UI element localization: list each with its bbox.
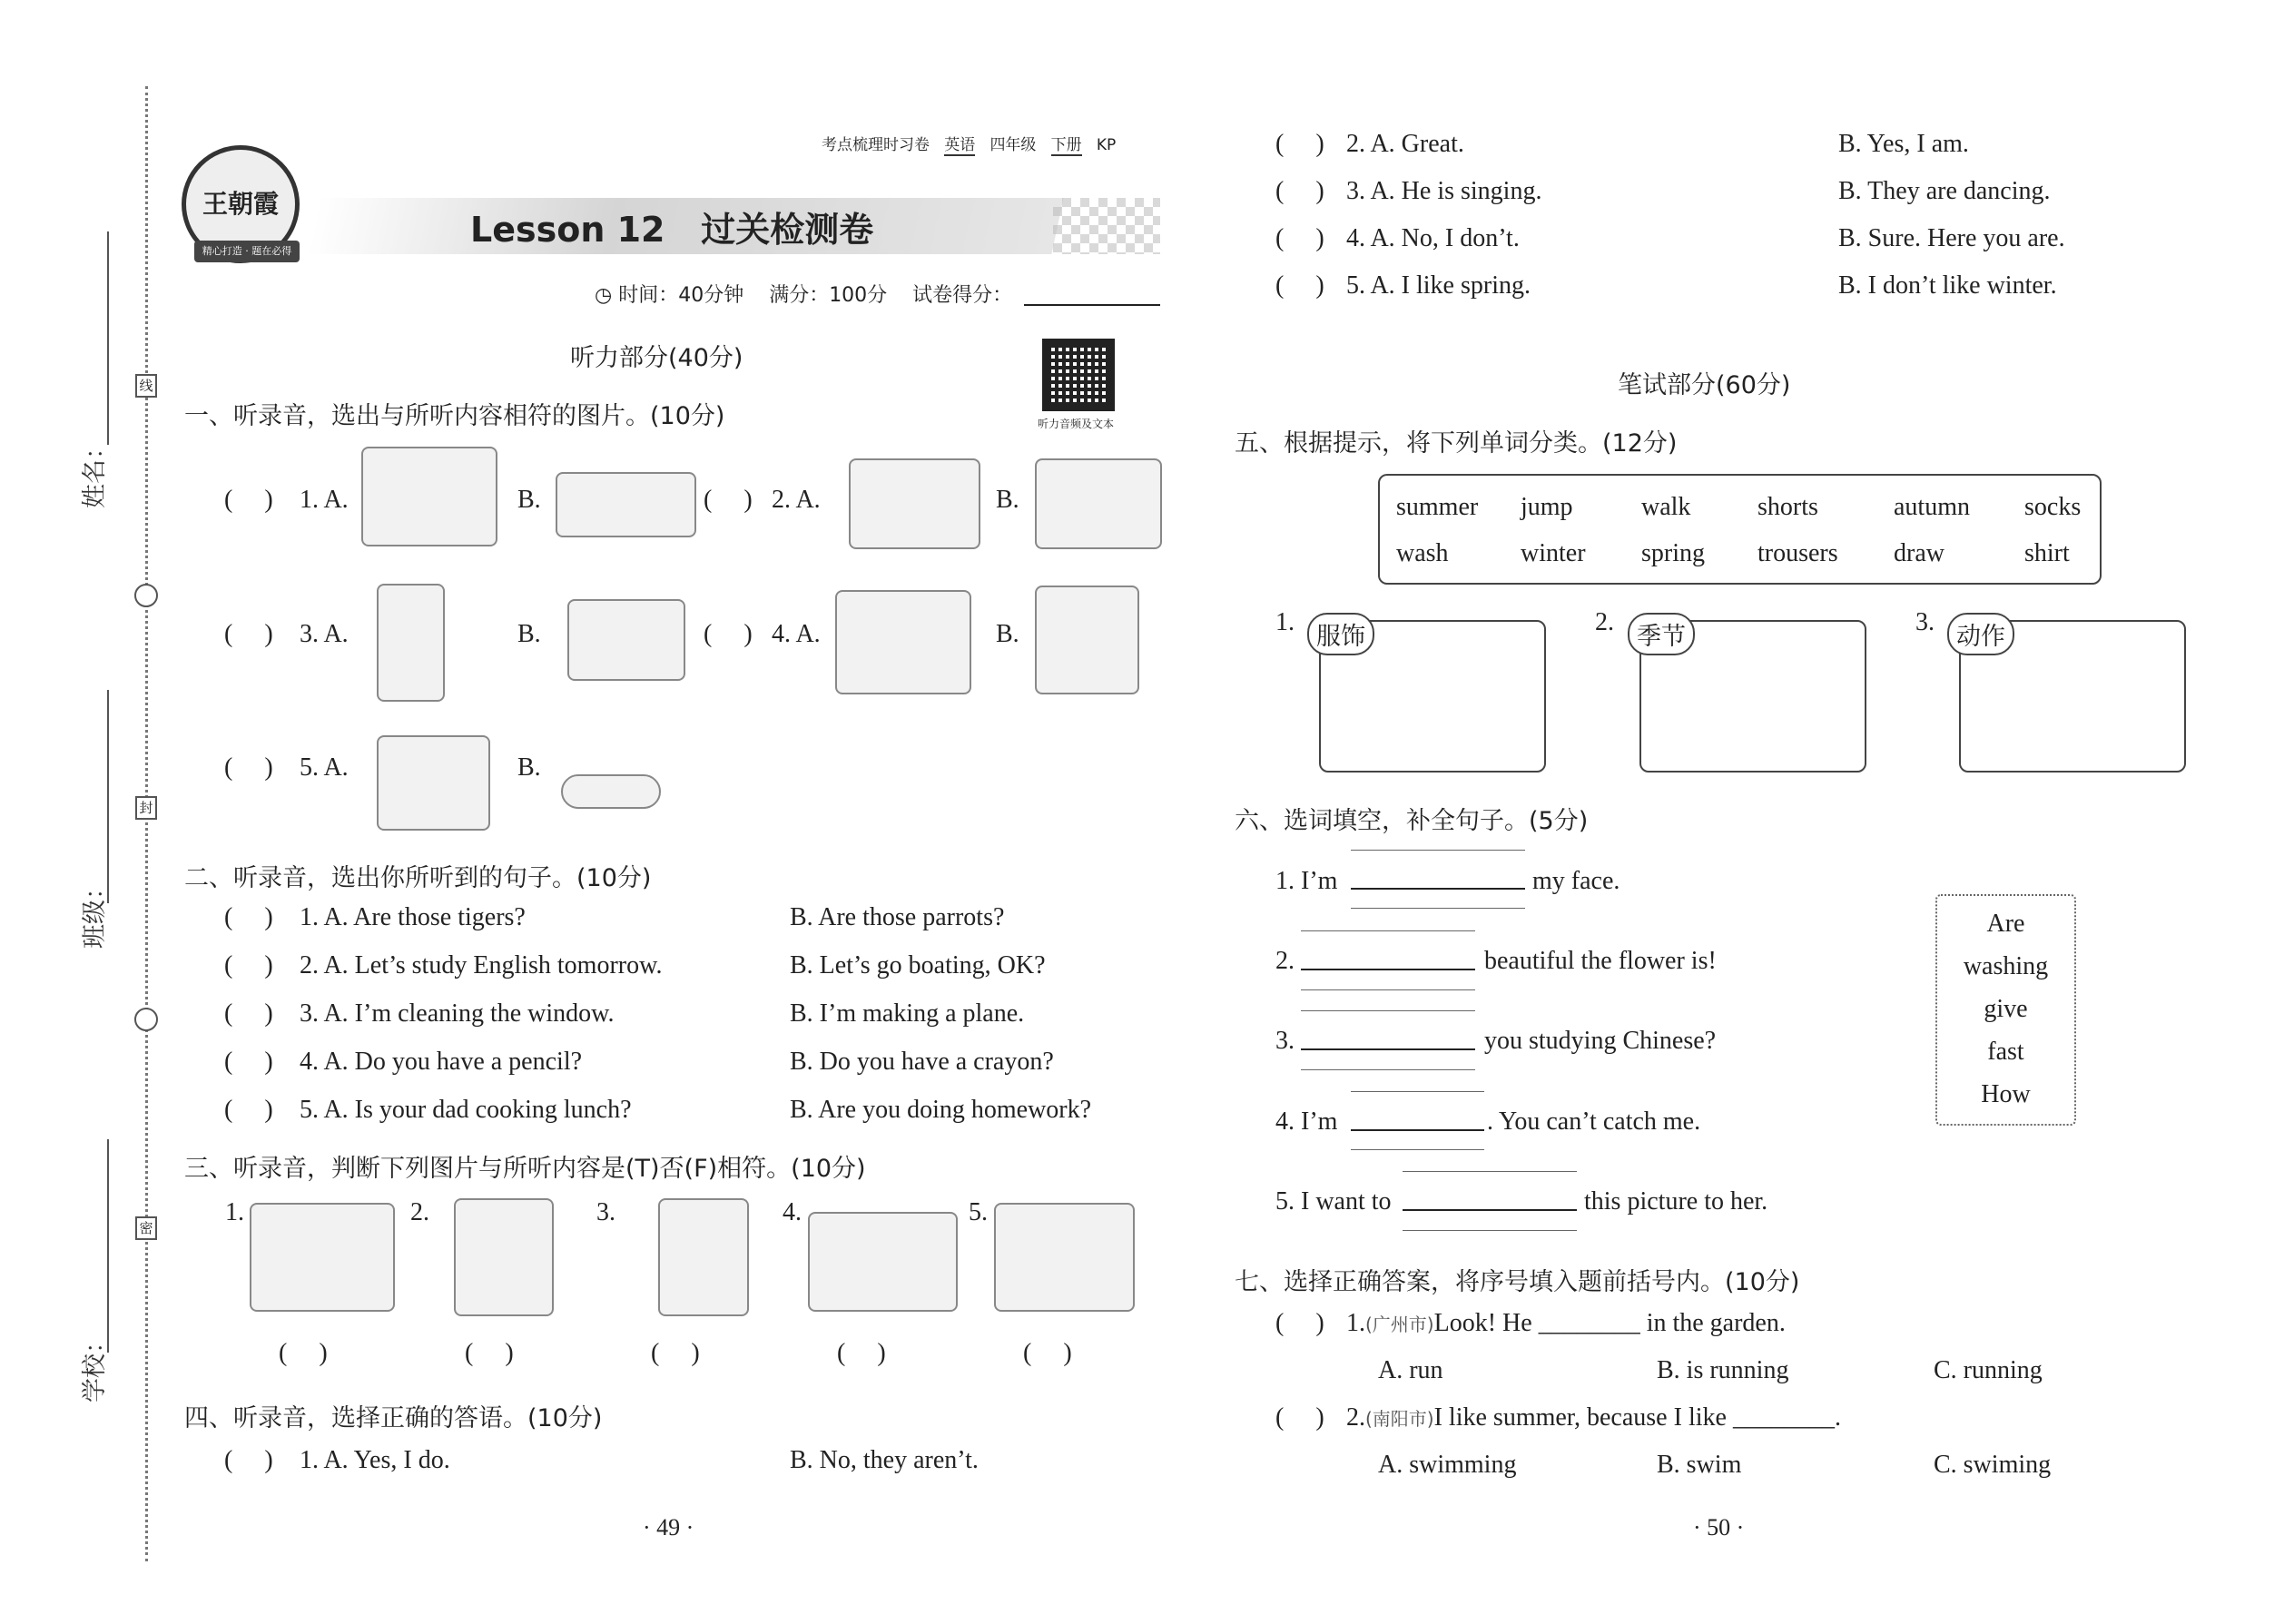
boy-swimming-picture <box>556 472 696 537</box>
s1-option-b: B. <box>996 486 1019 514</box>
girl-drawing-picture <box>454 1198 554 1316</box>
s4-option-b: B. They are dancing. <box>1838 177 2051 205</box>
binding-hole <box>134 584 158 607</box>
fill-blank-3[interactable] <box>1301 1019 1475 1050</box>
s4-option-b: B. I don’t like winter. <box>1838 271 2057 300</box>
s7-option-a: A. run <box>1378 1356 1443 1384</box>
answer-bracket[interactable]: ( ) <box>1275 130 1324 158</box>
s1-option-b: B. <box>517 486 541 514</box>
section-5-title: 五、根据提示，将下列单词分类。(12分) <box>1235 429 1678 458</box>
s6-prefix: 3. <box>1275 1027 1295 1055</box>
writing-guide-line <box>1403 1171 1577 1172</box>
answer-bracket[interactable]: ( ) <box>704 486 753 514</box>
score-blank[interactable] <box>1024 275 1160 306</box>
clock-icon: ◷ <box>595 284 613 307</box>
family-picnic-picture <box>994 1203 1135 1312</box>
s6-suffix: my face. <box>1532 867 1620 895</box>
header-meta <box>822 132 1116 154</box>
logo-text: 王朝霞 <box>202 189 279 219</box>
class-line <box>107 690 109 903</box>
section-4-title: 四、听录音，选择正确的答语。(10分) <box>184 1404 603 1432</box>
s2-option-a: 2. A. Let’s study English tomorrow. <box>300 951 663 979</box>
fill-blank-1[interactable] <box>1351 859 1525 890</box>
answer-bracket[interactable]: ( ) <box>704 620 753 648</box>
answer-bracket[interactable]: ( ) <box>465 1339 514 1367</box>
s7-q-blank[interactable]: ________ <box>1538 1309 1640 1337</box>
category-num: 3. <box>1915 608 1935 636</box>
writing-guide-line <box>1301 1069 1475 1070</box>
girl-brushing-teeth-clock-picture <box>849 458 980 549</box>
mark-seal: 封 <box>135 796 157 820</box>
section-3-title: 三、听录音，判断下列图片与所听内容是(T)否(F)相符。(10分) <box>184 1155 866 1183</box>
s2-option-b: B. Are those parrots? <box>790 903 1005 931</box>
answer-bracket[interactable]: ( ) <box>224 951 273 979</box>
s6-prefix: 5. I want to <box>1275 1187 1392 1216</box>
s2-option-b: B. Are you doing homework? <box>790 1096 1092 1124</box>
word-item: spring <box>1641 539 1705 567</box>
writing-guide-line <box>1351 908 1525 909</box>
s7-option-c: C. running <box>1934 1356 2043 1384</box>
answer-bracket[interactable]: ( ) <box>1275 1309 1324 1337</box>
s1-item-num: 2. A. <box>772 486 821 514</box>
s4-option-b: B. Sure. Here you are. <box>1838 224 2065 252</box>
writing-guide-line <box>1351 850 1525 851</box>
s7-option-a: A. swimming <box>1378 1451 1517 1479</box>
s3-item-num: 1. <box>225 1198 244 1226</box>
s4-option-a: 1. A. Yes, I do. <box>300 1446 450 1474</box>
sick-child-in-bed-picture <box>250 1203 395 1312</box>
word-item: autumn <box>1894 493 1970 521</box>
s4-option-b: B. Yes, I am. <box>1838 130 1969 158</box>
s1-item-num: 1. A. <box>300 486 349 514</box>
fill-blank-2[interactable] <box>1301 940 1475 970</box>
term: 下册 <box>1050 136 1082 154</box>
word-item: trousers <box>1757 539 1838 567</box>
name-label: 姓名： <box>81 435 109 508</box>
qr-code[interactable] <box>1042 339 1115 411</box>
s7-q-text: I like summer, because I like <box>1433 1403 1727 1432</box>
word-choice: give <box>1984 995 2028 1023</box>
answer-bracket[interactable]: ( ) <box>1275 224 1324 252</box>
word-choice: How <box>1981 1080 2031 1108</box>
s6-suffix: you studying Chinese? <box>1484 1027 1717 1055</box>
grade: 四年级 <box>989 136 1037 154</box>
category-num: 2. <box>1595 608 1614 636</box>
answer-bracket[interactable]: ( ) <box>279 1339 328 1367</box>
word-item: shirt <box>2024 539 2070 567</box>
rabbit-picture <box>377 584 445 702</box>
answer-bracket[interactable]: ( ) <box>224 1048 273 1076</box>
s2-option-a: 5. A. Is your dad cooking lunch? <box>300 1096 632 1124</box>
section-6-title: 六、选词填空，补全句子。(5分) <box>1235 807 1589 835</box>
s7-q-num: 1. <box>1346 1309 1365 1337</box>
answer-bracket[interactable]: ( ) <box>651 1339 700 1367</box>
answer-bracket[interactable]: ( ) <box>224 999 273 1028</box>
s2-option-b: B. Do you have a crayon? <box>790 1048 1054 1076</box>
time-info: 时间：40分钟 <box>618 284 744 307</box>
s1-item-num: 3. A. <box>300 620 349 648</box>
writing-guide-line <box>1351 1149 1484 1150</box>
s7-option-c: C. swiming <box>1934 1451 2052 1479</box>
s4-option-a: 4. A. No, I don’t. <box>1346 224 1520 252</box>
s1-item-num: 5. A. <box>300 753 349 782</box>
page-title <box>470 202 873 251</box>
mark-line: 线 <box>135 374 157 398</box>
glasses-picture <box>561 774 661 809</box>
s3-item-num: 3. <box>596 1198 615 1226</box>
section-2-title: 二、听录音，选出你所听到的句子。(10分) <box>184 864 652 892</box>
answer-bracket[interactable]: ( ) <box>1275 271 1324 300</box>
writing-guide-line <box>1301 1010 1475 1011</box>
s7-option-b: B. is running <box>1657 1356 1789 1384</box>
s1-option-b: B. <box>517 620 541 648</box>
word-choice: Are <box>1986 910 2025 938</box>
s2-option-b: B. Let’s go boating, OK? <box>790 951 1046 979</box>
name-line <box>107 231 109 445</box>
children-playing-picture <box>808 1212 958 1312</box>
s7-q-tag: (广州市) <box>1365 1314 1434 1335</box>
fill-blank-4[interactable] <box>1351 1100 1484 1131</box>
woman-shopping-cart-picture <box>361 447 497 546</box>
class-label: 班级： <box>81 875 109 949</box>
s7-q-tail: in the garden. <box>1646 1309 1786 1337</box>
word-item: wash <box>1396 539 1449 567</box>
word-item: winter <box>1521 539 1586 567</box>
section-7-title: 七、选择正确答案，将序号填入题前括号内。(10分) <box>1235 1268 1800 1296</box>
answer-bracket[interactable]: ( ) <box>224 486 273 514</box>
word-item: summer <box>1396 493 1479 521</box>
writing-section-title: 笔试部分(60分) <box>1618 371 1791 399</box>
winter-snow-scene-picture <box>835 590 971 694</box>
word-item: walk <box>1641 493 1691 521</box>
s1-option-b: B. <box>996 620 1019 648</box>
word-item: draw <box>1894 539 1944 567</box>
subject: 英语 <box>944 136 976 154</box>
s6-suffix: this picture to her. <box>1584 1187 1768 1216</box>
page-number-left: · 49 · <box>643 1514 694 1540</box>
series-name: 考点梳理时习卷 <box>822 136 930 154</box>
listening-section-title: 听力部分(40分) <box>570 344 743 372</box>
computer-picture <box>377 735 490 831</box>
summer-sun-boy-picture <box>1035 586 1139 694</box>
s1-item-num: 4. A. <box>772 620 821 648</box>
category-label: 服饰 <box>1307 613 1374 655</box>
word-choice: washing <box>1963 952 2049 980</box>
title-text: 过关检测卷 <box>701 210 874 250</box>
s4-option-b: B. No, they aren’t. <box>790 1446 979 1474</box>
tiger-picture <box>567 599 685 681</box>
s2-option-b: B. I’m making a plane. <box>790 999 1025 1028</box>
girl-eating-clock-picture <box>1035 458 1162 549</box>
s7-q-blank[interactable]: ________. <box>1732 1403 1841 1432</box>
category-num: 1. <box>1275 608 1295 636</box>
edition: KP <box>1096 136 1117 154</box>
section-1-title: 一、听录音，选出与所听内容相符的图片。(10分) <box>184 402 725 430</box>
answer-bracket[interactable]: ( ) <box>224 753 273 782</box>
school-label: 学校： <box>81 1329 109 1403</box>
s3-item-num: 5. <box>969 1198 988 1226</box>
answer-bracket[interactable]: ( ) <box>837 1339 886 1367</box>
mark-dense: 密 <box>135 1216 157 1240</box>
page-number-right: · 50 · <box>1693 1514 1745 1540</box>
s7-question-1 <box>1346 1309 1786 1338</box>
writing-guide-line <box>1301 930 1475 931</box>
s3-item-num: 4. <box>783 1198 802 1226</box>
school-line <box>107 1139 109 1353</box>
girl-washing-picture <box>658 1198 749 1316</box>
exam-info <box>595 280 1012 308</box>
word-item: jump <box>1521 493 1573 521</box>
s3-item-num: 2. <box>410 1198 429 1226</box>
s4-option-a: 5. A. I like spring. <box>1346 271 1531 300</box>
answer-bracket[interactable]: ( ) <box>224 620 273 648</box>
binding-hole <box>134 1008 158 1031</box>
cut-dotted-line <box>145 86 148 1561</box>
s4-option-a: 2. A. Great. <box>1346 130 1464 158</box>
s2-option-a: 4. A. Do you have a pencil? <box>300 1048 583 1076</box>
s7-option-b: B. swim <box>1657 1451 1742 1479</box>
s6-suffix: beautiful the flower is! <box>1484 947 1717 975</box>
word-item: socks <box>2024 493 2082 521</box>
writing-guide-line <box>1403 1230 1577 1231</box>
s2-option-a: 1. A. Are those tigers? <box>300 903 526 931</box>
answer-bracket[interactable]: ( ) <box>224 1096 273 1124</box>
lesson-name: Lesson 12 <box>470 210 665 250</box>
word-item: shorts <box>1757 493 1818 521</box>
writing-guide-line <box>1301 989 1475 990</box>
title-banner-pattern <box>1053 198 1160 254</box>
answer-bracket[interactable]: ( ) <box>224 903 273 931</box>
s7-question-2 <box>1346 1403 1841 1432</box>
word-choice: fast <box>1987 1038 2024 1066</box>
s4-option-a: 3. A. He is singing. <box>1346 177 1542 205</box>
answer-bracket[interactable]: ( ) <box>224 1446 273 1474</box>
category-label: 动作 <box>1947 613 2014 655</box>
full-score: 满分：100分 <box>769 284 888 307</box>
answer-bracket[interactable]: ( ) <box>1275 1403 1324 1432</box>
qr-caption: 听力音频及文本 <box>1038 418 1115 430</box>
answer-bracket[interactable]: ( ) <box>1023 1339 1072 1367</box>
s6-suffix: . You can’t catch me. <box>1487 1107 1701 1136</box>
s6-prefix: 2. <box>1275 947 1295 975</box>
word-bank-box <box>1378 474 2102 585</box>
category-label: 季节 <box>1628 613 1695 655</box>
fill-blank-5[interactable] <box>1403 1180 1577 1211</box>
s1-option-b: B. <box>517 753 541 782</box>
answer-bracket[interactable]: ( ) <box>1275 177 1324 205</box>
s7-q-text: Look! He <box>1433 1309 1532 1337</box>
writing-guide-line <box>1351 1091 1484 1092</box>
logo-ribbon: 精心打造 · 题在必得 <box>194 241 300 262</box>
s6-prefix: 4. I’m <box>1275 1107 1338 1136</box>
s7-q-tag: (南阳市) <box>1365 1408 1434 1430</box>
s6-prefix: 1. I’m <box>1275 867 1338 895</box>
s7-q-num: 2. <box>1346 1403 1365 1432</box>
score-label: 试卷得分： <box>912 284 1013 307</box>
s2-option-a: 3. A. I’m cleaning the window. <box>300 999 615 1028</box>
